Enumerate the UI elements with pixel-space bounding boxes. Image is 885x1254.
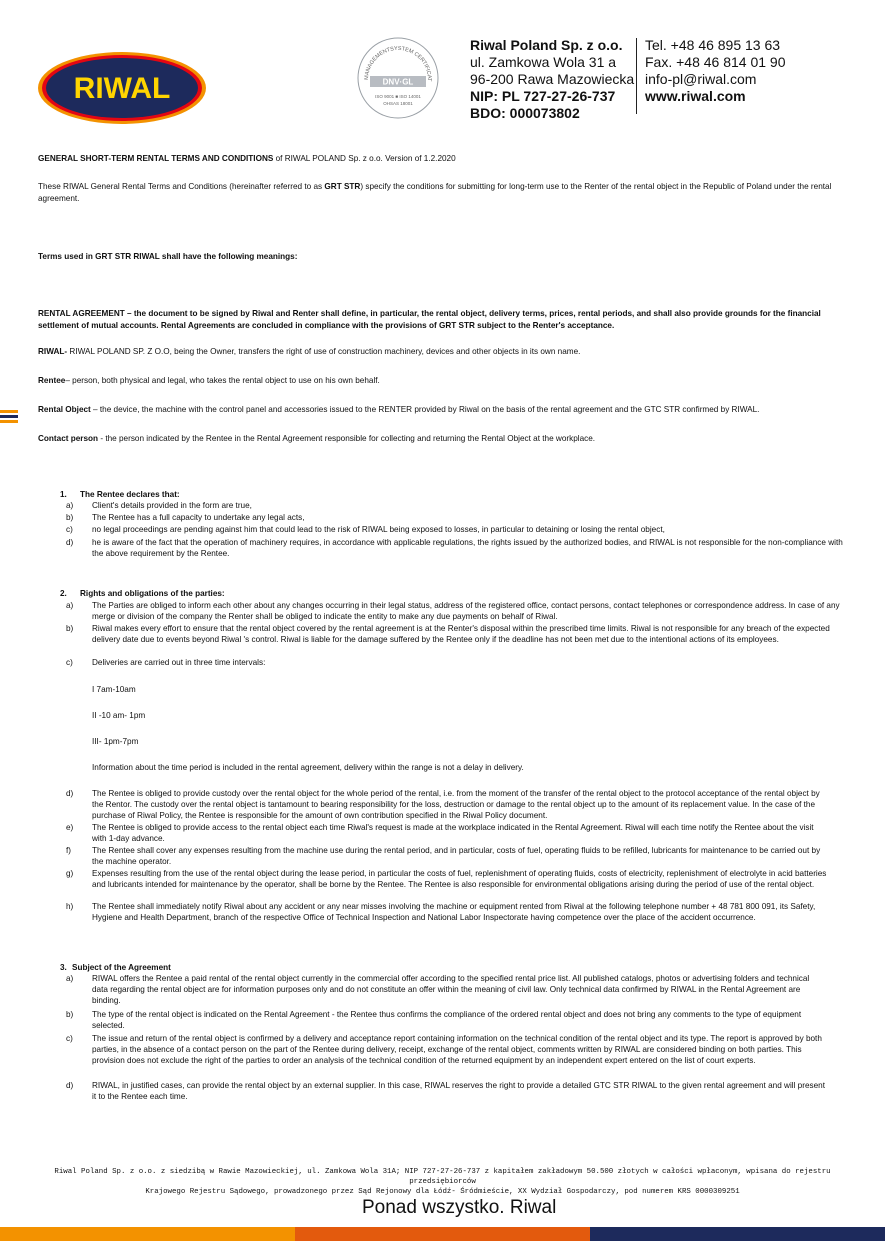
definition-rentee: Rentee– person, both physical and legal, who takes the rental object to use on his own behalf.: [38, 376, 380, 385]
svg-text:ISO 9001 ■ ISO 14001: ISO 9001 ■ ISO 14001: [375, 94, 421, 99]
list-letter: e): [66, 823, 74, 832]
riwal-logo: [36, 50, 208, 126]
slogan: Ponad wszystko. Riwal: [362, 1197, 557, 1218]
margin-marker: [0, 410, 18, 425]
section-1-number: 1.: [60, 490, 67, 499]
list-letter: d): [66, 789, 74, 798]
list-letter: c): [66, 1034, 73, 1043]
section-2-number: 2.: [60, 589, 67, 598]
svg-text:OHSAS 18001: OHSAS 18001: [383, 101, 413, 106]
bar-orange-mid: [295, 1227, 590, 1241]
section-2-item-b: Riwal makes every effort to ensure that the rental object covered by the rental agreement is at the Renter's disposal within the prescribed time limits. Riwal is not responsible for any breach of the expected delivery date due to events beyond Riwal 's control. Riwal is liable for the damage suffered by the Rentee only if the deadline has not been met due to the intentional actions of its employees.: [92, 624, 830, 644]
list-letter: c): [66, 525, 73, 534]
bar-navy: [590, 1227, 885, 1241]
section-2-item-a: The Parties are obliged to inform each other about any changes occurring in their legal status, address of the registered office, contact persons, contact telephones or correspondence address. In case of any merge or division of the company the Renter shall be obliged to indicate the entity to make any due payments on behalf of Riwal.: [92, 601, 840, 621]
telephone: Tel. +48 46 895 13 63: [645, 37, 781, 53]
list-letter: d): [66, 1081, 74, 1090]
list-letter: d): [66, 538, 74, 547]
list-letter: g): [66, 869, 74, 878]
section-3-item-c: The issue and return of the rental object is confirmed by a delivery and acceptance report containing information on the technical condition of the rental object and its type. The report is approved by both parties, in the absence of a contact person on the part of the Rentee during delivery, receipt, exchange of the rental object, comments written by RIWAL are considered binding on both parties. This provision does not exclude the right of the parties to order an analysis of the technical condition of the returned equipment by an independent expert entered on the list of court experts.: [92, 1034, 822, 1065]
section-3-item-d: RIWAL, in justified cases, can provide the rental object by an external supplier. In this case, RIWAL reserves the right to provide a detailed GTC STR RIWAL to the given rental agreement and will present it to the Rentee each time.: [92, 1081, 825, 1101]
address-line-1: ul. Zamkowa Wola 31 a: [470, 54, 617, 70]
svg-text:MANAGEMENTSYSTEM CERTIFICATE: MANAGEMENTSYSTEM CERTIFICAT: [363, 45, 433, 82]
section-2-item-c: Deliveries are carried out in three time intervals:: [92, 658, 266, 667]
section-1-item-b: The Rentee has a full capacity to undertake any legal acts,: [92, 513, 305, 522]
nip: NIP: PL 727-27-26-737: [470, 88, 616, 104]
section-1-title: The Rentee declares that:: [80, 490, 180, 499]
footer-line-2: Krajowego Rejestru Sądowego, prowadzonego przez Sąd Rejonowy dla Łódź- Śródmieście, XX Wydział Gospodarczy, pod numerem KRS 0000309251: [145, 1188, 740, 1196]
section-2-item-h: The Rentee shall immediately notify Riwal about any accident or any near misses involving the machine or equipment rented from Riwal at the following telephone number + 48 781 800 091, its Safety, Hygiene and Health Department, branch of the respective Office of Technical Inspection and National Labor Inspectorate having competence over the place of the accident occurrence.: [92, 902, 816, 922]
definition-contact-person: Contact person - the person indicated by the Rentee in the Rental Agreement responsible for collecting and returning the Rental Object at the workplace.: [38, 434, 596, 443]
footer-legal: [40, 1167, 845, 1197]
section-3-number: 3.: [60, 963, 67, 972]
address-line-2: 96-200 Rawa Mazowiecka: [470, 71, 635, 87]
definition-rental-object: Rental Object – the device, the machine with the control panel and accessories issued to the RENTER provided by Riwal on the basis of the rental agreement and the GTC STR confirmed by RIWAL.: [38, 405, 760, 414]
section-1-item-a: Client's details provided in the form are true,: [92, 501, 252, 510]
email-link[interactable]: info-pl@riwal.com: [645, 71, 757, 87]
list-letter: h): [66, 902, 74, 911]
list-letter: b): [66, 513, 74, 522]
delivery-interval-1: I 7am-10am: [92, 685, 136, 694]
footer-color-bar: [0, 1227, 885, 1241]
list-letter: a): [66, 601, 74, 610]
company-name: Riwal Poland Sp. z o.o.: [470, 37, 623, 53]
section-3-title: Subject of the Agreement: [72, 963, 171, 972]
section-2-item-g: Expenses resulting from the use of the rental object during the lease period, in particular the costs of fuel, replenishment of operating fluids, costs of electricity, replenishment of electrolyte in acid batteries and lubricants intended for maintenance by the operator, shall be borne by the Rentee. The Rentee is also responsible for environmental obligations arising during the period of use of the rental object.: [92, 869, 827, 889]
list-letter: a): [66, 974, 74, 983]
contact-block: [645, 37, 786, 105]
list-letter: b): [66, 624, 74, 633]
definition-riwal: RIWAL- RIWAL POLAND SP. Z O.O, being the Owner, transfers the right of use of construction machinery, devices and other objects in its own name.: [38, 347, 581, 356]
list-letter: b): [66, 1010, 74, 1019]
intro-paragraph: These RIWAL General Rental Terms and Conditions (hereinafter referred to as GRT STR) specify the conditions for submitting for long-term use to the Renter of the rental object in the Republic of Poland under the rental agreement.: [38, 182, 832, 203]
terms-heading: Terms used in GRT STR RIWAL shall have the following meanings:: [38, 252, 298, 261]
delivery-interval-2: II -10 am- 1pm: [92, 711, 146, 720]
company-block: [470, 37, 634, 122]
bdo: BDO: 000073802: [470, 105, 580, 121]
bar-orange-left: [0, 1227, 295, 1241]
fax: Fax. +48 46 814 01 90: [645, 54, 786, 70]
website-link[interactable]: www.riwal.com: [645, 88, 746, 104]
logo-text: RIWAL: [73, 72, 171, 105]
dnv-gl-certificate-seal: [356, 36, 440, 120]
cert-brand: DNV·GL: [382, 77, 414, 87]
section-2-item-f: The Rentee shall cover any expenses resulting from the machine use during the rental period, and in particular, costs of fuel, operating fluids to be refilled, lubricants for maintenance to be carried out by the machine operator.: [92, 846, 821, 866]
list-letter: f): [66, 846, 72, 855]
section-3-item-b: The type of the rental object is indicated on the Rental Agreement - the Rentee thus confirms the compliance of the ordered rental object and does not bring any comments to the type of equipment selected.: [92, 1010, 802, 1030]
definition-rental-agreement: RENTAL AGREEMENT – the document to be signed by Riwal and Renter shall define, in particular, the rental object, delivery terms, prices, rental periods, and shall also provide grounds for the financial settlement of mutual accounts. Rental Agreements are concluded in compliance with the provisions of GRT STR subject to the Renter's acceptance.: [38, 309, 821, 330]
section-1-item-c: no legal proceedings are pending against him that could lead to the risk of RIWAL being exposed to losses, in particular to detaining or losing the rental object,: [92, 525, 665, 534]
section-2-title: Rights and obligations of the parties:: [80, 589, 225, 598]
header-divider: [636, 38, 637, 114]
section-1-item-d: he is aware of the fact that the operation of machinery requires, in accordance with applicable regulations, the rights issued by the authorized bodies, and RIWAL is not responsible for the non-compliance with the above requirement by the Rentee.: [92, 538, 843, 558]
section-2-item-e: The Rentee is obliged to provide access to the rental object each time Riwal's request is made at the workplace indicated in the Rental Agreement. Riwal will each time notify the Rentee about the visit with 1-day advance.: [92, 823, 814, 843]
section-3-item-a: RIWAL offers the Rentee a paid rental of the rental object currently in the commercial offer according to the specified rental price list. All published catalogs, photos or advertising folders and technical data regarding the rental object are for information purposes only and do not constitute an offer within the meaning of civil law. Only technical data confirmed by RIWAL in the Rental Agreement are binding.: [92, 974, 810, 1005]
list-letter: a): [66, 501, 74, 510]
section-2-item-d: The Rentee is obliged to provide custody over the rental object for the whole period of the rental, i.e. from the moment of the transfer of the rental object to the protocol acceptance of the rental object by the Rentor. The custody over the rental object is tantamount to bearing responsibility for the loss, destruction or damage to the rental object up to the amount of its replacement value. In the case of the purchase of Riwal Policy, the Rentee is responsible for the amount of own contribution specified in the Riwal Policy document.: [92, 789, 820, 820]
document-title: GENERAL SHORT-TERM RENTAL TERMS AND CONDITIONS of RIWAL POLAND Sp. z o.o. Version of 1.2.2020: [38, 154, 456, 163]
delivery-interval-3: III- 1pm-7pm: [92, 737, 139, 746]
list-letter: c): [66, 658, 73, 667]
footer-line-1: Riwal Poland Sp. z o.o. z siedzibą w Rawie Mazowieckiej, ul. Zamkowa Wola 31A; NIP 727-27-26-737 z kapitałem zakładowym 50.500 złotych w całości wpłaconym, wpisana do rejestru przedsiębiorców: [54, 1168, 831, 1186]
delivery-info: Information about the time period is included in the rental agreement, delivery within the range is not a delay in delivery.: [92, 763, 524, 772]
